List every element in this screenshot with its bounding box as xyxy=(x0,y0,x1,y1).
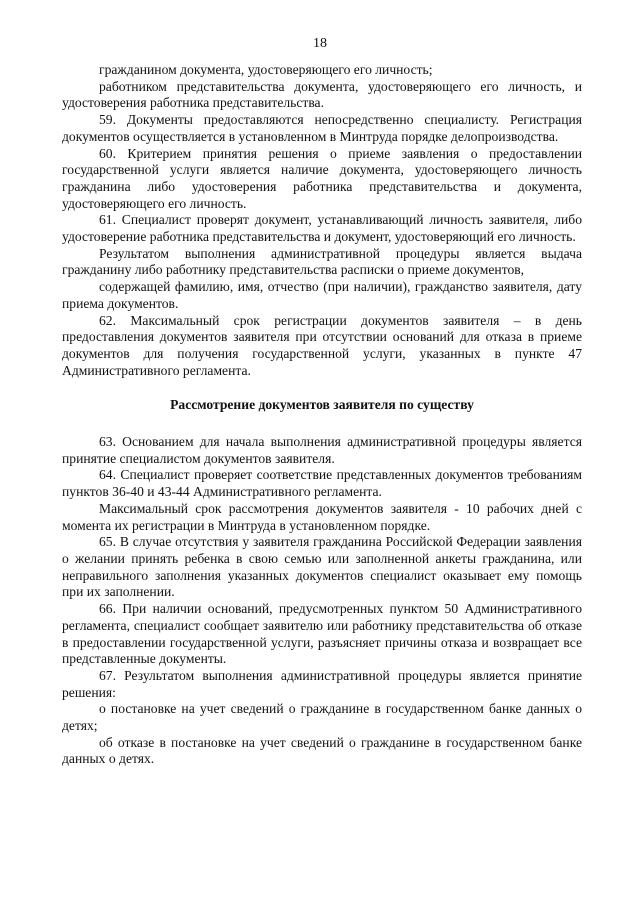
paragraph: Максимальный срок рассмотрения документов заявителя - 10 рабочих дней с момента их регистрации в Минтруда в установленном порядке. xyxy=(62,500,582,533)
document-body xyxy=(62,62,582,768)
paragraph: гражданином документа, удостоверяющего его личность; xyxy=(99,62,433,77)
paragraph: 63. Основанием для начала выполнения административной процедуры является принятие специалистом документов заявителя. xyxy=(62,434,582,466)
paragraph: работником представительства документа, удостоверяющего его личность, и удостоверения работника представительства. xyxy=(62,78,582,111)
paragraph: Результатом выполнения административной процедуры является выдача гражданину либо работнику представительства расписки о приеме документов, xyxy=(62,245,582,278)
paragraph: 62. Максимальный срок регистрации документов заявителя – в день предоставления документов заявителя при отсутствии оснований для отказа в приеме документов для получения государственной услуги, указанных в пункте 47 Административного регламента. xyxy=(62,312,582,378)
paragraph: 59. Документы предоставляются непосредственно специалисту. Регистрация документов осуществляется в установленном в Минтруда порядке делопроизводства. xyxy=(62,112,582,144)
paragraph: 67. Результатом выполнения административной процедуры является принятие решения: xyxy=(62,667,582,700)
paragraph: 61. Специалист проверят документ, устанавливающий личность заявителя, либо удостоверение работника представительства и документ, удостоверяющий его личность. xyxy=(62,212,582,245)
paragraph: содержащей фамилию, имя, отчество (при наличии), гражданство заявителя, дату приема документов. xyxy=(62,279,582,311)
paragraph: об отказе в постановке на учет сведений о гражданине в государственном банке данных о детях. xyxy=(62,734,582,767)
paragraph: о постановке на учет сведений о гражданине в государственном банке данных о детях; xyxy=(62,701,582,734)
section-heading: Рассмотрение документов заявителя по существу xyxy=(170,397,474,413)
paragraph: 65. В случае отсутствия у заявителя гражданина Российской Федерации заявления о желании принять ребенка в свою семью или заполненной анкеты гражданина, или неправильного заполнения указанных документов специалист оказывает ему помощь при их заполнении. xyxy=(62,534,582,600)
paragraph: 64. Специалист проверяет соответствие представленных документов требованиям пунктов 36-40 и 43-44 Административного регламента. xyxy=(62,467,582,500)
paragraph: 66. При наличии оснований, предусмотренных пунктом 50 Административного регламента, специалист сообщает заявителю или работнику представительства об отказе в предоставлении государственной услуги, разъясняет причины отказа и возвращает все представленные документы. xyxy=(62,601,582,667)
page-number: 18 xyxy=(313,36,327,51)
paragraph: 60. Критерием принятия решения о приеме заявления о предоставлении государственной услуги является наличие документа, удостоверяющего личность гражданина либо удостоверения работника представительства и документа, удостоверяющего его личность. xyxy=(62,145,582,211)
